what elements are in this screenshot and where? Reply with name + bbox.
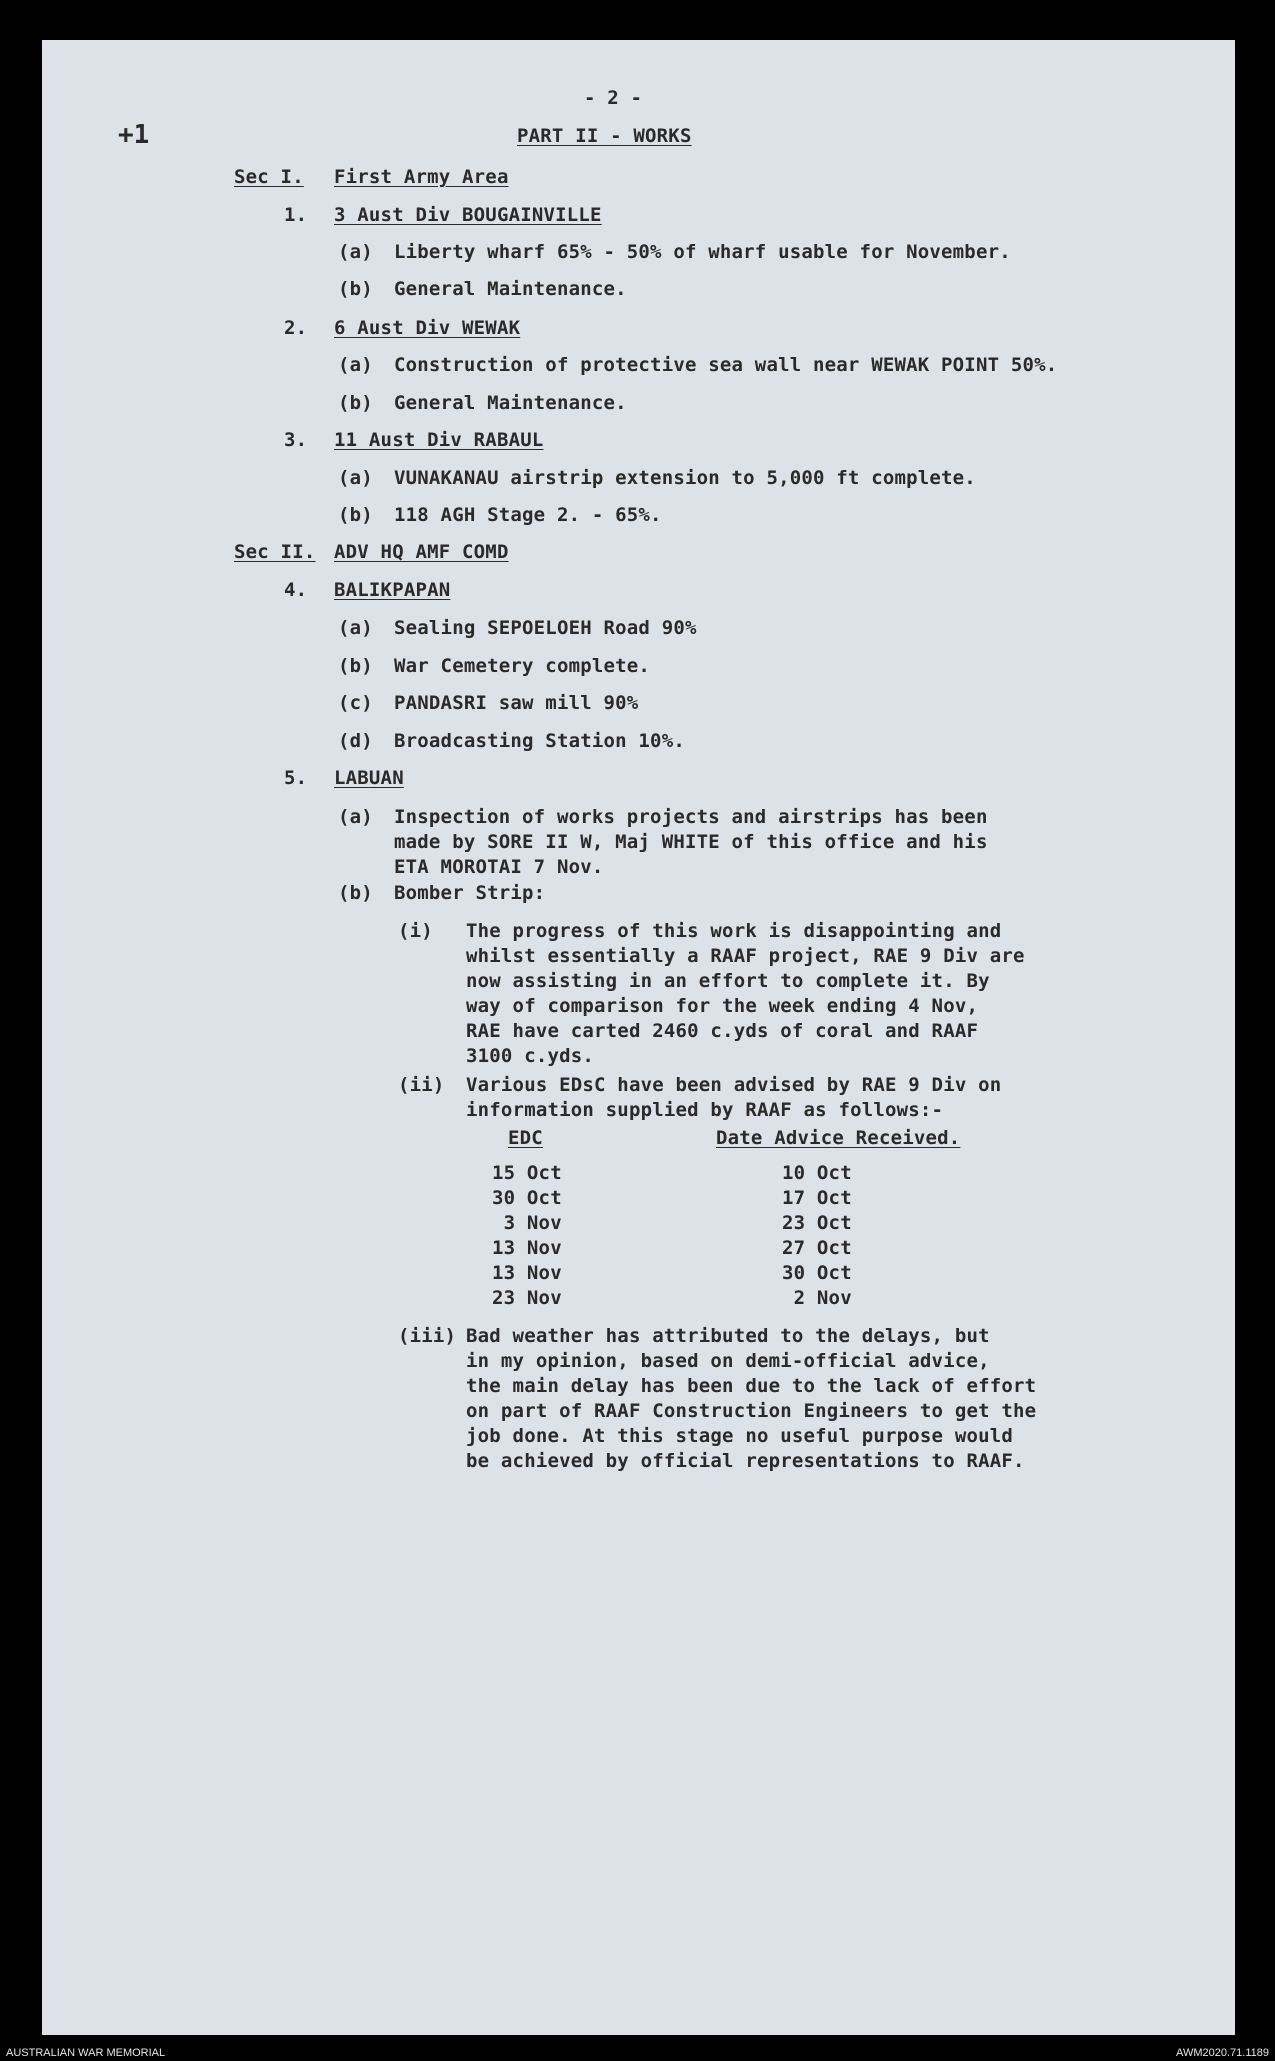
sub-text: 118 AGH Stage 2. - 65%. <box>394 504 662 526</box>
item-title: 11 Aust Div RABAUL <box>334 429 544 451</box>
paragraph-line: 3100 c.yds. <box>466 1045 595 1067</box>
item-number: 2. <box>284 317 308 339</box>
item-title: 6 Aust Div WEWAK <box>334 317 521 339</box>
table-cell: 27 Oct <box>782 1237 852 1259</box>
sub-text: General Maintenance. <box>394 278 627 300</box>
progress-paragraph <box>466 919 1025 1069</box>
sub-label: (a) <box>338 467 373 489</box>
table-cell: 23 Oct <box>782 1212 852 1234</box>
sub-label: (b) <box>338 882 373 904</box>
sec1-label: Sec I. <box>234 166 304 188</box>
table-cell: 30 Oct <box>492 1187 562 1209</box>
sub-label: (ii) <box>398 1074 445 1096</box>
paragraph-line: ETA MOROTAI 7 Nov. <box>394 856 604 878</box>
table-cell: 3 Nov <box>492 1212 562 1234</box>
sub-text: General Maintenance. <box>394 392 627 414</box>
handwritten-margin-mark: +1 <box>118 120 150 150</box>
item-number: 5. <box>284 767 308 789</box>
paragraph-line: now assisting in an effort to complete it. By <box>466 970 990 992</box>
paragraph-line: The progress of this work is disappointing and <box>466 920 1002 942</box>
table-cell: 10 Oct <box>782 1162 852 1184</box>
paragraph-line: be achieved by official representations to RAAF. <box>466 1450 1025 1472</box>
paragraph-line: Various EDsC have been advised by RAE 9 Div on <box>466 1074 1002 1096</box>
page-number: - 2 - <box>584 87 643 109</box>
item-title: 3 Aust Div BOUGAINVILLE <box>334 204 602 226</box>
sub-text: Construction of protective sea wall near WEWAK POINT 50%. <box>394 354 1058 376</box>
item-number: 3. <box>284 429 308 451</box>
sub-text: War Cemetery complete. <box>394 655 651 677</box>
paragraph-line: RAE have carted 2460 c.yds of coral and RAAF <box>466 1020 979 1042</box>
sub-text: Bomber Strip: <box>394 882 546 904</box>
table-cell: 15 Oct <box>492 1162 562 1184</box>
sec2-label: Sec II. <box>234 541 316 563</box>
sub-label: (a) <box>338 806 373 828</box>
table-cell: 13 Nov <box>492 1237 562 1259</box>
sub-label: (b) <box>338 504 373 526</box>
inspection-paragraph <box>394 805 988 880</box>
sub-label: (c) <box>338 692 373 714</box>
table-cell: 17 Oct <box>782 1187 852 1209</box>
footer-source-label: AUSTRALIAN WAR MEMORIAL <box>6 2047 166 2059</box>
item-title: LABUAN <box>334 767 404 789</box>
item-title: BALIKPAPAN <box>334 579 451 601</box>
sub-label: (a) <box>338 617 373 639</box>
item-number: 4. <box>284 579 308 601</box>
delay-paragraph <box>466 1324 1036 1474</box>
table-cell: 13 Nov <box>492 1262 562 1284</box>
sub-text: Sealing SEPOELOEH Road 90% <box>394 617 697 639</box>
sub-label: (iii) <box>398 1325 457 1347</box>
sub-label: (a) <box>338 241 373 263</box>
sub-label: (i) <box>398 920 433 942</box>
footer-accession-number: AWM2020.71.1189 <box>1176 2047 1269 2059</box>
paragraph-line: information supplied by RAAF as follows:- <box>466 1099 944 1121</box>
sub-text: Liberty wharf 65% - 50% of wharf usable for November. <box>394 241 1011 263</box>
table-cell: 23 Nov <box>492 1287 562 1309</box>
edc-intro-paragraph <box>466 1073 1001 1123</box>
sub-label: (b) <box>338 278 373 300</box>
paragraph-line: way of comparison for the week ending 4 Nov, <box>466 995 979 1017</box>
document-page <box>42 40 1235 2035</box>
date-column-header: Date Advice Received. <box>716 1127 961 1149</box>
part-heading: PART II - WORKS <box>517 125 692 147</box>
edc-column-header: EDC <box>508 1127 543 1149</box>
table-cell: 2 Nov <box>782 1287 852 1309</box>
paragraph-line: job done. At this stage no useful purpose would <box>466 1425 1014 1447</box>
sub-label: (d) <box>338 730 373 752</box>
sub-text: Broadcasting Station 10%. <box>394 730 685 752</box>
paragraph-line: Bad weather has attributed to the delays, but <box>466 1325 990 1347</box>
paragraph-line: in my opinion, based on demi-official advice, <box>466 1350 990 1372</box>
sub-label: (b) <box>338 655 373 677</box>
sub-text: VUNAKANAU airstrip extension to 5,000 ft complete. <box>394 467 976 489</box>
paragraph-line: made by SORE II W, Maj WHITE of this office and his <box>394 831 988 853</box>
paragraph-line: on part of RAAF Construction Engineers to get the <box>466 1400 1037 1422</box>
sec2-title: ADV HQ AMF COMD <box>334 541 509 563</box>
sub-label: (b) <box>338 392 373 414</box>
paragraph-line: the main delay has been due to the lack of effort <box>466 1375 1037 1397</box>
sub-text: PANDASRI saw mill 90% <box>394 692 639 714</box>
sub-label: (a) <box>338 354 373 376</box>
item-number: 1. <box>284 204 308 226</box>
table-cell: 30 Oct <box>782 1262 852 1284</box>
sec1-title: First Army Area <box>334 166 509 188</box>
paragraph-line: whilst essentially a RAAF project, RAE 9 Div are <box>466 945 1025 967</box>
paragraph-line: Inspection of works projects and airstrips has been <box>394 806 988 828</box>
